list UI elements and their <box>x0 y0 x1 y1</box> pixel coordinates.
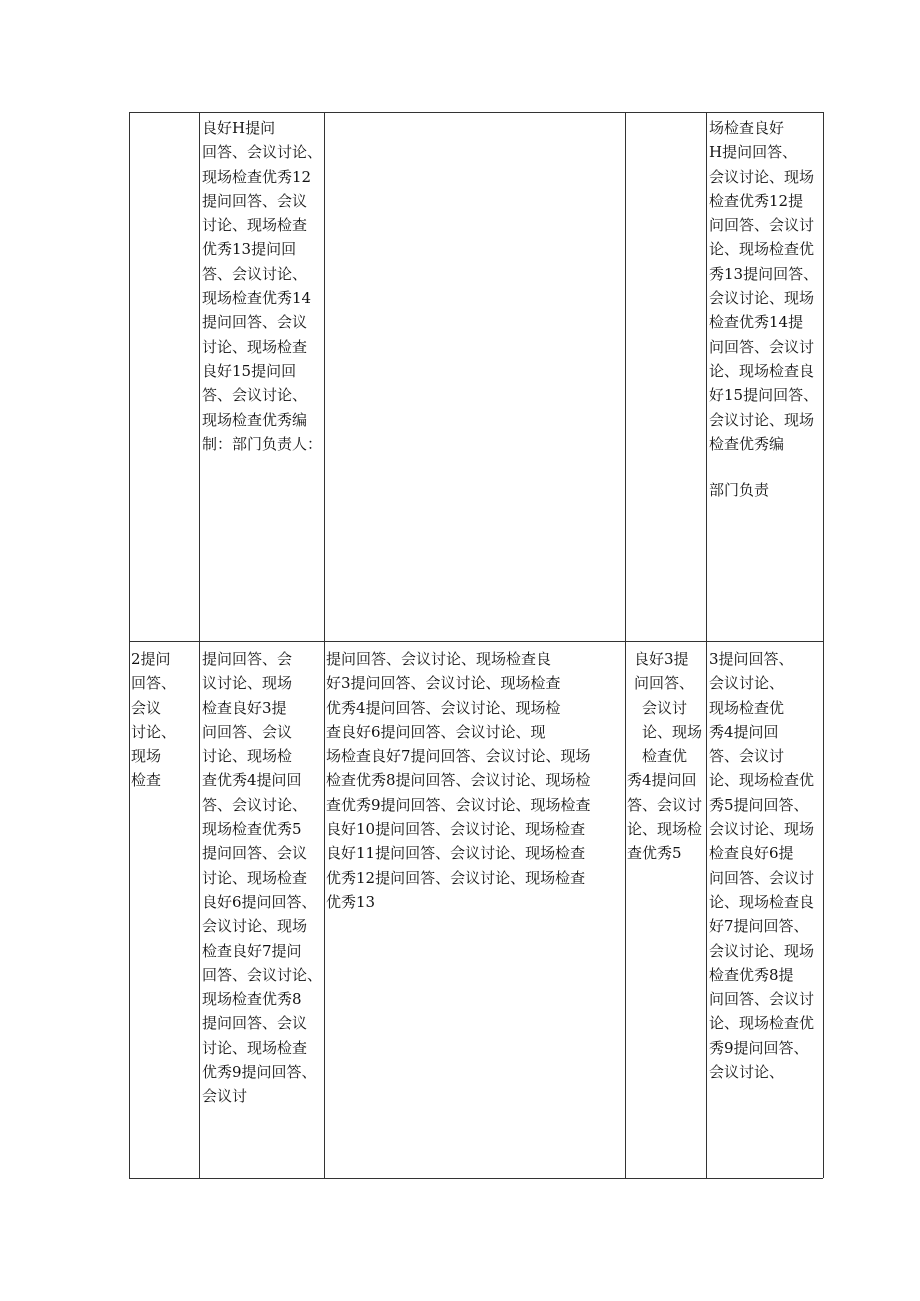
cell-line: 制：部门负责人： <box>202 434 323 453</box>
cell-line: 答、会议讨论、 <box>202 264 308 283</box>
cell-line: 提问回答、会议 <box>202 313 308 332</box>
cell-line: 讨论、现场检查 <box>202 216 308 235</box>
cell-line: 查优秀4提问回 <box>202 771 302 790</box>
cell-line: 查优秀9提问回答、会议讨论、现场检查 <box>326 795 591 814</box>
cell-line: 会议讨论、现场 <box>709 941 815 960</box>
cell-line: 会议讨 <box>202 1087 248 1106</box>
cell-line: 答、会议讨论、 <box>202 795 308 814</box>
row-divider <box>129 641 823 642</box>
cell-line: 优秀12提问回答、会议讨论、现场检查 <box>326 868 586 887</box>
row1-col5-tail: 部门负责 <box>709 481 770 499</box>
cell-line: 讨论、现场检查 <box>202 1038 308 1057</box>
cell-line: 良好6提问回答、 <box>202 892 317 911</box>
cell-line: 检查 <box>131 771 162 790</box>
cell-line: 良好11提问回答、会议讨论、现场检查 <box>326 844 586 863</box>
cell-line: 优秀13 <box>326 892 376 911</box>
row2-col5-cell <box>709 647 814 1084</box>
cell-line: 检查良好7提问 <box>202 941 302 960</box>
cell-line: 讨论、 <box>131 722 177 741</box>
cell-line: 优秀9提问回答、 <box>202 1063 317 1082</box>
cell-line: 秀13提问回答、 <box>709 264 819 283</box>
cell-line: 回答、 <box>131 674 177 693</box>
cell-line: 现场 <box>131 747 162 766</box>
cell-line: 检查优秀8提 <box>709 965 794 984</box>
cell-line: 提问回答、会议 <box>202 1014 308 1033</box>
cell-line: 议讨论、现场 <box>202 674 293 693</box>
cell-line: 论、现场检查良 <box>709 361 815 380</box>
cell-line: 检查优 <box>642 747 688 766</box>
column-divider-3 <box>625 112 626 1178</box>
cell-line: 会议讨论、现场 <box>709 167 815 186</box>
row1-col2-cell <box>202 116 322 456</box>
cell-line: 讨论、现场检查 <box>202 868 308 887</box>
cell-line: 论、现场检查优 <box>709 771 815 790</box>
cell-line: 问回答、 <box>634 674 695 693</box>
cell-line: 秀9提问回答、 <box>709 1038 809 1057</box>
cell-line: 回答、会议讨论、 <box>202 965 323 984</box>
cell-line: 会议讨论、 <box>709 1063 785 1082</box>
cell-line: 会议讨 <box>642 698 688 717</box>
cell-line: 现场检查优秀5 <box>202 820 302 839</box>
cell-line: 论、现场检 <box>627 820 703 839</box>
cell-line: 论、现场检查优 <box>709 240 815 259</box>
cell-line: 现场检查优秀14 <box>202 289 312 308</box>
cell-line: 检查良好6提 <box>709 844 794 863</box>
cell-line: 查优秀5 <box>627 844 682 863</box>
table-left-border <box>129 112 130 1178</box>
cell-line: 良好10提问回答、会议讨论、现场检查 <box>326 820 586 839</box>
cell-line: 检查优秀8提问回答、会议讨论、现场检 <box>326 771 591 790</box>
cell-line: 会议讨论、现场 <box>709 289 815 308</box>
cell-line: 问回答、会议讨 <box>709 216 815 235</box>
cell-line: 论、现场检查优 <box>709 1014 815 1033</box>
table-right-border <box>823 112 824 1178</box>
cell-line: 好7提问回答、 <box>709 917 809 936</box>
cell-line: 秀5提问回答、 <box>709 795 809 814</box>
cell-line: 秀4提问回 <box>709 722 779 741</box>
row2-col4-cell <box>627 647 702 866</box>
cell-line: 优秀13提问回 <box>202 240 297 259</box>
row2-col2-cell <box>202 647 322 1109</box>
row2-col3-cell <box>326 647 591 914</box>
cell-line: 3提问回答、 <box>709 650 794 668</box>
cell-line: 讨论、现场检 <box>202 747 293 766</box>
column-divider-4 <box>706 112 707 1178</box>
cell-line: 论、现场 <box>642 722 703 741</box>
cell-line: 会议 <box>131 698 162 717</box>
table-bottom-border <box>129 1178 823 1179</box>
cell-line: 提问回答、会 <box>202 650 293 668</box>
cell-line: 答、会议讨论、 <box>202 386 308 405</box>
cell-line: 讨论、现场检查 <box>202 337 308 356</box>
cell-line: 会议讨论、 <box>709 674 785 693</box>
cell-line: 检查优秀编 <box>709 434 785 453</box>
cell-line: H提问回答、 <box>709 143 798 162</box>
column-divider-1 <box>199 112 200 1178</box>
cell-line: 会议讨论、现场 <box>709 820 815 839</box>
row2-col1-cell <box>131 647 176 793</box>
cell-line: 答、会议讨 <box>709 747 785 766</box>
cell-line: 问回答、会议 <box>202 722 293 741</box>
cell-line: 秀4提问回 <box>627 771 697 790</box>
cell-line: 良好15提问回 <box>202 361 297 380</box>
cell-line: 现场检查优 <box>709 698 785 717</box>
cell-line: 问回答、会议讨 <box>709 868 815 887</box>
cell-line: 好3提问回答、会议讨论、现场检查 <box>326 674 561 693</box>
cell-line: 论、现场检查良 <box>709 892 815 911</box>
cell-line: 场检查良好7提问回答、会议讨论、现场 <box>326 747 591 766</box>
cell-line: 场检查良好 <box>709 119 785 137</box>
cell-line: 检查良好3提 <box>202 698 287 717</box>
cell-line: 会议讨论、现场 <box>709 410 815 429</box>
cell-line: 提问回答、会议 <box>202 191 308 210</box>
row1-col5-cell <box>709 116 818 456</box>
table-top-border <box>129 112 823 113</box>
cell-line: 检查优秀12提 <box>709 191 804 210</box>
cell-line: 提问回答、会议 <box>202 844 308 863</box>
cell-line: 2提问 <box>131 650 171 668</box>
cell-line: 问回答、会议讨 <box>709 337 815 356</box>
cell-line: 现场检查优秀编 <box>202 410 308 429</box>
cell-line: 检查优秀14提 <box>709 313 804 332</box>
cell-line: 问回答、会议讨 <box>709 990 815 1009</box>
cell-line: 会议讨论、现场 <box>202 917 308 936</box>
cell-line: 现场检查优秀12 <box>202 167 312 186</box>
cell-line: 提问回答、会议讨论、现场检查良 <box>326 650 552 668</box>
column-divider-2 <box>324 112 325 1178</box>
cell-line: 查良好6提问回答、会议讨论、现 <box>326 722 546 741</box>
cell-line: 良好H提问 <box>202 119 276 137</box>
cell-line: 回答、会议讨论、 <box>202 143 323 162</box>
cell-line: 现场检查优秀8 <box>202 990 302 1009</box>
cell-line: 好15提问回答、 <box>709 386 819 405</box>
cell-line: 优秀4提问回答、会议讨论、现场检 <box>326 698 561 717</box>
cell-line: 答、会议讨 <box>627 795 703 814</box>
cell-line: 良好3提 <box>634 650 689 668</box>
